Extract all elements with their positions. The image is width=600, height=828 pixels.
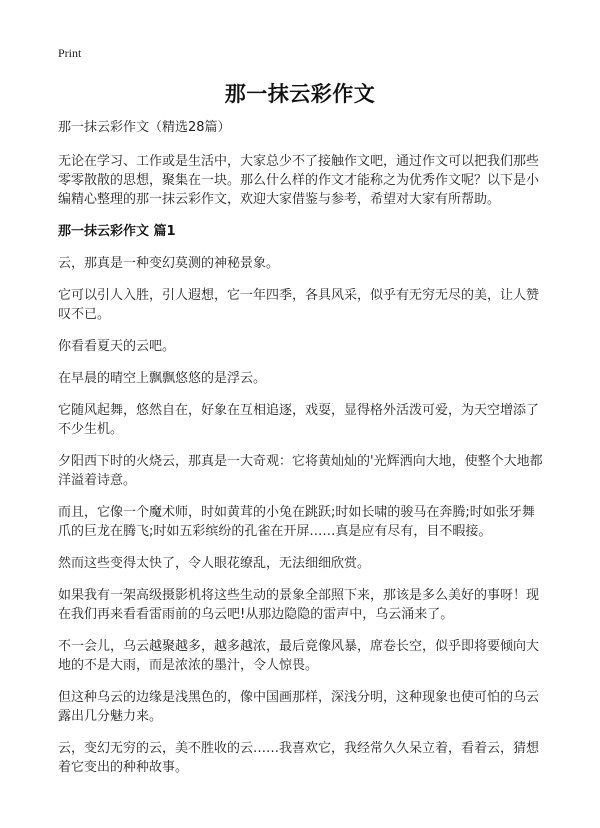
paragraph-12: 云，变幻无穷的云，美不胜收的云……我喜欢它，我经常久久呆立着，看着云，猜想着它变出的种种故事。 (58, 741, 540, 775)
paragraph-4: 在早晨的晴空上飘飘悠悠的是浮云。 (58, 371, 267, 386)
paragraph-9: 如果我有一架高级摄影机将这些生动的景象全部照下来，那该是多么美好的事呀！现在我们再来看看雷雨前的乌云吧!从那边隐隐的雷声中，乌云涌来了。 (58, 588, 540, 622)
article-subtitle: 那一抹云彩作文（精选28篇） (58, 120, 231, 135)
paragraph-6: 夕阳西下时的火烧云，那真是一大奇观：它将黄灿灿的'光辉洒向大地，使整个大地都洋溢着诗意。 (58, 454, 543, 488)
paragraph-7: 而且，它像一个魔术师，时如黄茸的小兔在跳跃;时如长啸的骏马在奔腾;时如张牙舞爪的巨龙在腾飞;时如五彩缤纷的孔雀在开屏……真是应有尽有，目不暇接。 (58, 505, 535, 539)
section-heading: 那一抹云彩作文 篇1 (58, 224, 176, 239)
print-link[interactable]: Print (58, 46, 82, 60)
intro-paragraph: 无论在学习、工作或是生活中，大家总少不了接触作文吧，通过作文可以把我们那些零零散散的思想，聚集在一块。那么什么样的作文才能称之为优秀作文呢？以下是小编精心整理的那一抹云彩作文，欢迎大家借鉴与参考，希望对大家有所帮助。 (58, 154, 540, 207)
page-title: 那一抹云彩作文 (224, 82, 376, 106)
article-body (58, 118, 546, 790)
paragraph-2: 它可以引人入胜，引人遐想，它一年四季，各具风采，似乎有无穷无尽的美，让人赞叹不已。 (58, 288, 540, 322)
paragraph-1: 云，那真是一种变幻莫测的神秘景象。 (58, 256, 280, 271)
paragraph-3: 你看看夏天的云吧。 (58, 339, 176, 354)
paragraph-8: 然而这些变得太快了，令人眼花缭乱，无法细细欣赏。 (58, 556, 371, 571)
paragraph-11: 但这种乌云的边缘是浅黑色的，像中国画那样，深浅分明，这种现象也使可怕的乌云露出几分魅力来。 (58, 690, 540, 724)
paragraph-10: 不一会儿，乌云越聚越多，越多越浓，最后竟像风暴，席卷长空，似乎即将要倾向大地的不是大雨，而是浓浓的墨汁，令人惊畏。 (58, 639, 540, 673)
paragraph-5: 它随风起舞，悠然自在，好象在互相追逐，戏耍，显得格外活泼可爱，为天空增添了不少生机。 (58, 403, 540, 437)
